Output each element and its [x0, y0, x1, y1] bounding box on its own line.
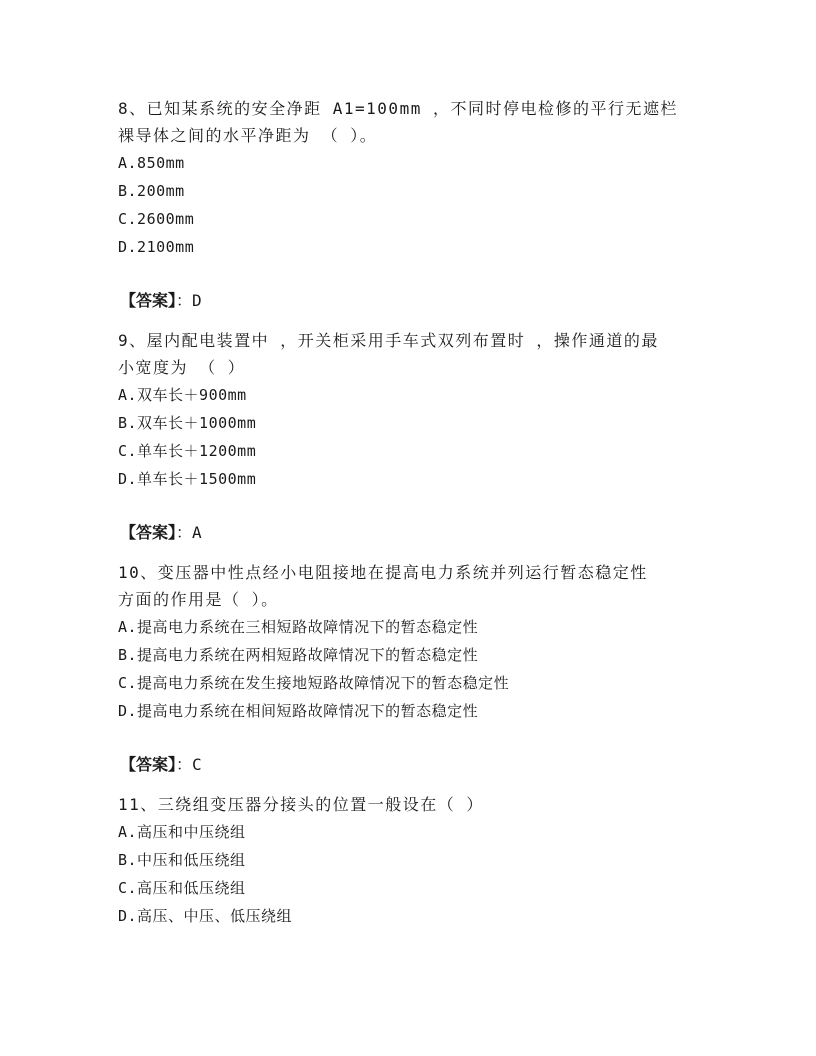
answer-line	[118, 287, 708, 315]
question-stem	[118, 95, 708, 149]
option-b: B.提高电力系统在两相短路故障情况下的暂态稳定性	[118, 646, 479, 664]
answer-value: C	[192, 755, 202, 774]
question-stem-line: 10、变压器中性点经小电阻接地在提高电力系统并列运行暂态稳定性	[118, 563, 648, 582]
option-d: D.提高电力系统在相间短路故障情况下的暂态稳定性	[118, 702, 479, 720]
question-11	[118, 791, 708, 930]
option-b: B.双车长＋1000mm	[118, 414, 257, 432]
question-stem-line: 方面的作用是（ ）。	[118, 590, 279, 609]
option-b: B.200mm	[118, 182, 185, 200]
question-stem-line: 8、已知某系统的安全净距 A1=100mm ，不同时停电检修的平行无遮栏	[118, 99, 678, 118]
answer-label: 【答案】	[120, 291, 177, 310]
option-a: A.850mm	[118, 154, 185, 172]
option-c: C.提高电力系统在发生接地短路故障情况下的暂态稳定性	[118, 674, 510, 692]
answer-label: 【答案】	[120, 523, 177, 542]
answer-separator: ：	[176, 755, 193, 774]
answer-line	[118, 751, 708, 779]
option-c: C.单车长＋1200mm	[118, 442, 257, 460]
question-stem-line: 9、屋内配电装置中 ，开关柜采用手车式双列布置时 ，操作通道的最	[118, 331, 659, 350]
answer-line	[118, 519, 708, 547]
option-a: A.高压和中压绕组	[118, 823, 246, 841]
question-stem-line: 小宽度为 （ ）	[118, 358, 246, 377]
option-d: D.高压、中压、低压绕组	[118, 907, 293, 925]
answer-value: A	[192, 523, 202, 542]
option-b: B.中压和低压绕组	[118, 851, 246, 869]
answer-separator: ：	[176, 523, 193, 542]
question-stem	[118, 327, 708, 381]
answer-value: D	[192, 291, 202, 310]
question-10	[118, 559, 708, 791]
document-page	[118, 95, 708, 930]
option-c: C.2600mm	[118, 210, 195, 228]
option-c: C.高压和低压绕组	[118, 879, 246, 897]
answer-separator: ：	[176, 291, 193, 310]
option-d: D.单车长＋1500mm	[118, 470, 257, 488]
question-stem-line: 裸导体之间的水平净距为 （ ）。	[118, 126, 378, 145]
option-d: D.2100mm	[118, 238, 195, 256]
question-stem-line: 11、三绕组变压器分接头的位置一般设在（ ）	[118, 795, 484, 814]
option-a: A.双车长＋900mm	[118, 386, 247, 404]
question-8	[118, 95, 708, 327]
question-stem	[118, 559, 708, 613]
option-a: A.提高电力系统在三相短路故障情况下的暂态稳定性	[118, 618, 479, 636]
answer-label: 【答案】	[120, 755, 177, 774]
question-stem	[118, 791, 708, 818]
question-9	[118, 327, 708, 559]
